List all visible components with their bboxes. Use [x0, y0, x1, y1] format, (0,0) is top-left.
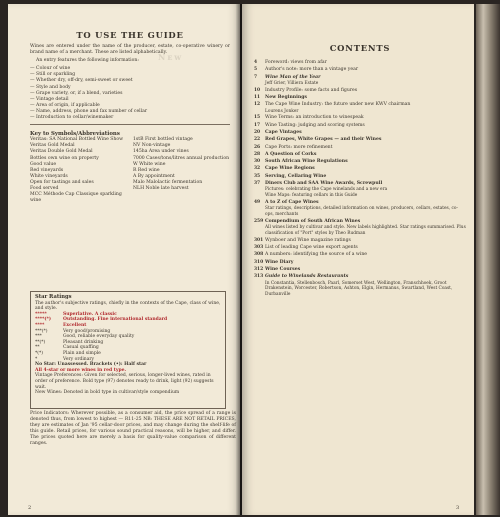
- contents-entry: [254, 122, 466, 129]
- page-ref: 22: [254, 137, 261, 143]
- page-ref: 308: [254, 252, 264, 258]
- page-ref: 259: [254, 218, 264, 224]
- key-entry: Good value: [30, 161, 57, 167]
- contents-entry: [254, 206, 466, 218]
- red-type-note: All 4-star or more wines in red type.: [35, 367, 127, 373]
- page-ref: 26: [254, 144, 261, 150]
- key-entry: Open for tastings and sales: [30, 179, 94, 185]
- key-entry: NLH Noble late harvest: [133, 185, 189, 191]
- how-to-use-section: [30, 44, 230, 204]
- page-ref: 49: [254, 199, 261, 205]
- page-ref: 312: [254, 266, 264, 272]
- rating-label: Excellent: [63, 322, 87, 328]
- key-entry: White vineyards: [30, 173, 68, 179]
- contents-entry: [254, 237, 466, 244]
- contents-text: Star ratings, descriptions, detailed information on wines, producers, cellars, estates, co-ops, merchants: [265, 206, 458, 218]
- contents-text: Lourens Jonker: [265, 108, 299, 114]
- page-ref: 5: [254, 67, 258, 73]
- intro-text: Wines are entered under the name of the producer, estate, co-operative winery or brand name of a merchant. These are listed alphabetically.: [30, 44, 230, 56]
- contents-entry: [254, 266, 466, 273]
- rating-label: Casual quaffing: [63, 345, 99, 351]
- contents-text: Wine Man of the Year: [265, 74, 321, 80]
- contents-entry: [254, 144, 466, 151]
- page-ref: 35: [254, 173, 261, 179]
- feature-item: — Colour of wine: [30, 66, 71, 72]
- rating-stars: ****(*): [35, 317, 52, 323]
- contents-entry: [254, 151, 466, 158]
- contents-text: In Constantia, Stellenbosch, Paarl, Somerset West, Wellington, Franschhoek, Groot Drakenstein, Worcester, Robertson, Ashton, Elgin, Hermanus, Swartland, West Coast, Durbanville: [265, 280, 453, 298]
- contents-text: Red Grapes, White Grapes — and their Wines: [265, 137, 382, 143]
- rating-stars: *(*): [35, 350, 44, 356]
- contents-entry: [254, 129, 466, 136]
- contents-entry: [254, 251, 466, 258]
- page-ref: 301: [254, 237, 264, 243]
- key-entry: NV Non-vintage: [133, 143, 171, 149]
- contents-text: Diners Club and SAA Wine Awards, Screwpull: [265, 181, 383, 187]
- star-ratings-box: [30, 291, 226, 409]
- contents-entry: [254, 74, 466, 81]
- ratings-intro: The author's subjective ratings, chiefly in the contexts of the Cape, class of wine, and style.: [35, 300, 221, 312]
- page-ref: 28: [254, 151, 261, 157]
- no-star-note: No Star: Unassessed. Brackets (•): Half star: [35, 362, 147, 368]
- contents-entry: [254, 101, 466, 108]
- contents-text: Serving, Cellaring Wine: [265, 173, 327, 179]
- rating-stars: *****: [35, 311, 47, 317]
- key-entry: Veritas Double Gold Medal: [30, 149, 93, 155]
- key-entry: W White wine: [133, 161, 166, 167]
- contents-text: Wine Tasting: judging and scoring systems: [265, 122, 365, 128]
- contents-text: All wines listed by cultivar and style. New labels highlighted. Star ratings summarised. Plus classification of "Port" styles by Theo Rudman: [265, 225, 466, 236]
- ratings-list: [35, 312, 221, 362]
- key-entry: MCC Méthode Cap Classique sparkling wine: [30, 192, 122, 204]
- contents-text: Industry Profile: some facts and figures: [265, 87, 358, 93]
- contents-entry: [254, 114, 466, 121]
- contents-entry: [254, 281, 466, 298]
- rating-label: Very ordinary: [63, 356, 95, 362]
- page-number-right: 3: [456, 505, 460, 511]
- page-ref: 7: [254, 74, 258, 80]
- rating-label: Plain and simple: [63, 350, 101, 356]
- page-ref: 303: [254, 245, 264, 251]
- contents-text: Cape Ports: more refinement: [265, 144, 333, 150]
- key-entry: R Red wine: [133, 167, 160, 173]
- key-entry: A By appointment: [133, 173, 175, 179]
- contents-text: Wynboer and Wine magazine ratings: [265, 237, 351, 243]
- page-ref: 20: [254, 129, 261, 135]
- page-ref: 32: [254, 166, 261, 172]
- contents-text: Guide to Winelands Restaurants: [265, 274, 349, 280]
- feature-item: — Whether dry, off-dry, semi-sweet or sweet: [30, 78, 133, 84]
- contents-entry: [254, 136, 466, 143]
- intro-text-2: An entry features the following information:: [36, 58, 139, 64]
- rating-stars: ***: [35, 334, 42, 340]
- left-page: [8, 4, 240, 515]
- key-entry: Red vineyards: [30, 167, 64, 173]
- contents-entry: [254, 94, 466, 101]
- key-entry: Malo Malolactic fermentation: [133, 179, 203, 185]
- feature-item: — Area of origin, if applicable: [30, 102, 100, 108]
- feature-item: — Introduction to cellar/winemaker: [30, 115, 114, 121]
- contents-text: Compendium of South African Wines: [265, 218, 361, 224]
- contents-entry: [254, 59, 466, 66]
- contents-text: List of leading Cape wine export agents: [265, 245, 358, 251]
- contents-text: A to Z of Cape Wines: [265, 199, 319, 205]
- contents-entry: [254, 87, 466, 94]
- contents-entry: [254, 225, 466, 237]
- contents-text: Cape Wine Regions: [265, 166, 315, 172]
- contents-entry: [254, 259, 466, 266]
- page-title: TO USE THE GUIDE: [76, 30, 184, 40]
- contents-text: A numbers: identifying the source of a wine: [265, 252, 368, 258]
- contents-text: The Cape Wine Industry: the future under new KWV chairman: [265, 102, 411, 108]
- page-ref: 12: [254, 102, 261, 108]
- rating-label: Pleasant drinking: [63, 339, 104, 345]
- feature-list: [30, 66, 230, 121]
- contents-entry: [254, 173, 466, 180]
- contents-entry: [254, 218, 466, 225]
- contents-entry: [254, 180, 466, 187]
- price-indicators: Price Indicators: Wherever possible, as a consumer aid, the price spread of a range is denoted thus, from lowest to highest — R11-25 NB: THESE ARE NOT RETAIL PRICES, they are estimates of Jan '95 cellar-door prices, and may change during the shelf-life of this guide. Retail prices, for various sound practical reasons, will be higher, and differ. The prices quoted here are merely a basis for quality-value comparison of different ranges.: [30, 411, 236, 447]
- new-wines-note: New Wines: Denoted in bold type in cultivar/style compendium: [35, 390, 180, 396]
- page-ref: 37: [254, 181, 261, 187]
- contents-entry: [254, 273, 466, 280]
- contents-entry: [254, 158, 466, 165]
- contents-text: Pictures: celebrating the Cape winelands and a new era: [265, 187, 388, 193]
- contents-text: Wine Maps: featuring cellars in this Guide: [265, 193, 358, 199]
- key-entry: Food served: [30, 185, 59, 191]
- feature-item: — Style and body: [30, 84, 71, 90]
- rating-stars: ****: [35, 322, 45, 328]
- contents-list: [254, 59, 466, 298]
- rating-stars: ***(*): [35, 328, 48, 334]
- contents-text: Wine Terms: an introduction to winespeak: [265, 115, 364, 121]
- feature-item: — Still or sparkling: [30, 72, 76, 78]
- rating-stars: *: [35, 356, 38, 362]
- contents-text: Jeff Grier, Villiera Estate: [265, 80, 319, 86]
- rating-label: Outstanding. Fine international standard: [63, 317, 168, 323]
- feature-item: — Grape variety, or, if a blend, varieties: [30, 90, 123, 96]
- contents-text: A Question of Corks: [265, 151, 317, 157]
- show-through: Nᴇᴡ: [158, 52, 184, 62]
- page-number-left: 2: [28, 505, 32, 511]
- rating-label: Superlative. A classic: [63, 311, 117, 317]
- contents-entry: [254, 199, 466, 206]
- rating-stars: **: [35, 345, 40, 351]
- contents-text: Wine Courses: [265, 266, 301, 272]
- key-entry: Veritas: SA National Bottled Wine Show: [30, 137, 124, 143]
- ratings-title: Star Ratings: [35, 294, 72, 300]
- feature-item: — Vintage detail: [30, 96, 69, 102]
- rating-label: Good, reliable everyday quality: [63, 334, 135, 340]
- contents-text: Foreword: views from afar: [265, 60, 327, 65]
- contents-text: New Beginnings: [265, 94, 308, 100]
- contents-entry: [254, 66, 466, 73]
- vintage-preferences: Vintage Preferences: Given for selected, serious, longer-lived wines, rated in order of preference. Bold type (97) denotes ready to drink, light (92) suggests wait.: [35, 373, 214, 390]
- key-columns: [30, 137, 230, 204]
- page-edges: [476, 4, 500, 515]
- page-ref: 310: [254, 259, 264, 265]
- rating-stars: **(*): [35, 339, 46, 345]
- divider: [30, 124, 230, 125]
- key-entry: 7000 Cases/tons/litres annual production: [133, 155, 230, 161]
- key-entry: Bottles own wine on property: [30, 155, 99, 161]
- contents-text: South African Wine Regulations: [265, 159, 348, 165]
- key-title: Key to Symbols/Abbreviations: [30, 131, 120, 138]
- right-page: [242, 4, 474, 515]
- page-ref: 4: [254, 60, 258, 65]
- key-entry: 1stB First bottled vintage: [133, 137, 193, 143]
- contents-title: CONTENTS: [329, 43, 391, 53]
- page-ref: 313: [254, 274, 264, 280]
- key-entry: 145ha Area under vines: [133, 149, 189, 155]
- key-column-1: [30, 137, 127, 204]
- feature-item: — Name, address, phone and fax number of cellar: [30, 108, 148, 114]
- contents-text: Wine Diary: [265, 259, 294, 265]
- contents-text: Cape Vintages: [265, 129, 302, 135]
- contents-entry: [254, 244, 466, 251]
- rating-label: Very good/promising: [63, 328, 111, 334]
- page-ref: 11: [254, 94, 261, 100]
- page-ref: 15: [254, 115, 261, 121]
- page-ref: 17: [254, 122, 261, 128]
- page-ref: 30: [254, 159, 261, 165]
- contents-entry: [254, 165, 466, 172]
- page-ref: 10: [254, 87, 261, 93]
- contents-text: Author's note: more than a vintage year: [265, 67, 359, 73]
- key-entry: Veritas Gold Medal: [30, 143, 75, 149]
- key-column-2: [133, 137, 230, 204]
